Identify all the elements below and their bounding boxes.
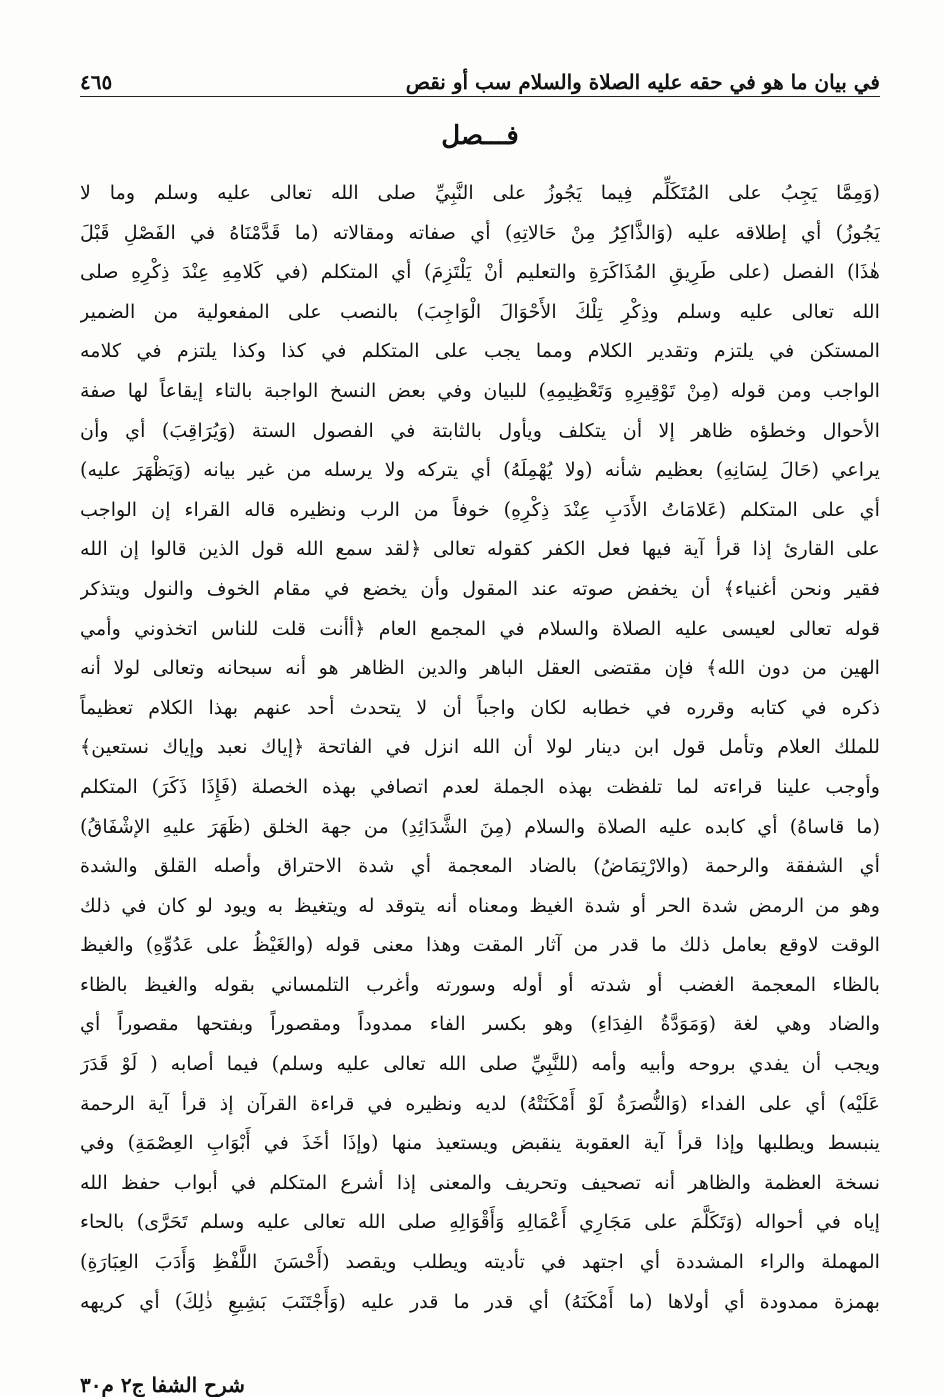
text-line: نسخة العظمة والظاهر أنه تصحيف وتحريف والمعنى إذا أشرع المتكلم في أبواب حفظ الله [80,1170,880,1194]
text-line: وأوجب علينا قراءته لما تلفظت بهذه الجملة لعدم اتصافي بهذه الخصلة (فَإِذَا ذَكَرَ) المتكلم [80,774,880,798]
text-line: هٰذَا) الفصل (على طَرِيقِ المُذَاكَرَةِ والتعليم أنْ يَلْتَزِمَ) أي المتكلم (في كَلامِهِ عِنْدَ ذِكْرِهِ صلى [80,260,880,284]
running-header [80,50,880,97]
signature-mark: شرح الشفا ج٢ م٣٠ [80,1373,245,1397]
text-line: وهو من الرمض شدة الحر أو شدة الغيظ ومعناه أنه يتوقد له ويتغيظ به ويود لو كان في ذلك [80,893,880,917]
text-line: بالظاء المعجمة الغضب أو شدته أو أوله وسورته وأغرب التلمساني بقوله والغيظ بالظاء [80,972,880,996]
text-line: ينبسط ويطلبها وإذا قرأ آية العقوبة ينقبض ويستعيذ منها (وإذَا أخَذَ في أَبْوَابِ العِصْمَةِ) وفي [80,1131,880,1155]
text-line: يَجُوزُ) أي إطلاقه عليه (وَالذَّاكِرُ مِنْ حَالاتِهِ) أي صفاته ومقالاته (ما قَدَّمْنَاهُ في الفَصْلِ قَبْلَ [80,220,880,244]
text-line: ويجب أن يفدي بروحه وأبيه وأمه (للنَّبِيِّ صلى الله تعالى عليه وسلم) فيما أصابه ( لَوْ قَدَرَ [80,1052,880,1076]
text-line: الأحوال وخطؤه ظاهر إلا أن يتكلف ويأول بالثابتة في الفصول الستة (وَيُرَاقِبَ) أي وأن [80,418,880,442]
running-title: في بيان ما هو في حقه عليه الصلاة والسلام سب أو نقص [405,70,880,94]
text-line: ذكره في كتابه وقرره في خطابه لكان واجباً أن لا يتحدث أحد عنهم بهذا الكلام تعظيماً [80,695,880,719]
text-line: إياه في أحواله (وَتَكَلَّمَ على مَجَارِي أَعْمَالِهِ وَأَقْوَالِهِ صلى الله تعالى عليه وسلم تَحَرَّى) بالحاء [80,1210,880,1234]
text-line: الوقت لاوقع بعامل ذلك ما قدر من آثار المقت وهذا معنى قوله (والغَيْظُ على عَدُوِّهِ) والغيظ [80,933,880,957]
book-page [80,50,880,1397]
page-number: ٤٦٥ [80,70,113,94]
text-line: للملك العلام وتأمل قول ابن دينار لولا أن الله انزل في الفاتحة ﴿إياك نعبد وإياك نستعين﴾ [80,735,880,759]
text-line: الواجب ومن قوله (مِنْ تَوْقِيرِهِ وَتَعْظِيمِهِ) للبيان وفي بعض النسخ الواجبة بالتاء إيقاعاً لها صفة [80,378,880,402]
text-line: على القارئ إذا قرأ آية فيها فعل الكفر كقوله تعالى ﴿لقد سمع الله قول الذين قالوا إن الله [80,537,880,561]
text-line: المستكن في يلتزم وتقدير الكلام ومما يجب على المتكلم في كذا وكذا يلتزم في كلامه [80,339,880,363]
text-line: المهملة والراء المشددة أي اجتهد في تأديته ويطلب ويقصد (أَحْسَنَ اللَّفْظِ وَأَدَبَ العِبَارَةِ) [80,1250,880,1274]
text-line: قوله تعالى لعيسى عليه الصلاة والسلام في المجمع العام ﴿أأنت قلت للناس اتخذوني وأمي [80,616,880,640]
text-line: (ما قاساهُ) أي كابده عليه الصلاة والسلام (مِنَ الشَّدَائِدِ) من جهة الخلق (ظَهَرَ عليهِ الإشْفَاقُ) [80,814,880,838]
text-line: يراعي (حَالَ لِسَانِهِ) بعظيم شأنه (ولا يُهْمِلَهُ) أي يتركه ولا يرسله من غير بيانه (وَيَظْهَرَ عليه) [80,458,880,482]
section-heading: فـــصل [441,121,519,151]
text-line: فقير ونحن أغنياء﴾ أن يخفض صوته عند المقول وأن يخضع في مقام الخوف والنول ويتذكر [80,576,880,600]
text-line: أي الشفقة والرحمة (والارْتِمَاضُ) بالضاد المعجمة أي شدة الاحتراق وأصله القلق والشدة [80,854,880,878]
body-text [80,173,880,1321]
text-line: (وَمِمَّا يَجِبُ على المُتَكَلِّم فِيما يَجُوزُ على النَّبِيِّ صلى الله تعالى عليه وسلم وما لا [80,181,880,204]
text-line: بهمزة ممدودة أي أولاها (ما أَمْكَنَهُ) أي قدر ما قدر عليه (وَأَجْتَنَبَ بَشِيعِ ذٰلِكَ) أي كريهه [80,1289,880,1313]
text-line: عَلَيْه) أي على الفداء (وَالنُّصرَةُ لَوْ أَمْكَنَتْهُ) لديه ونظيره في قراءة القرآن إذ قرأ آية الرحمة [80,1091,880,1115]
text-line: أي على المتكلم (عَلامَاتُ الأَدَبِ عِنْدَ ذِكْرِهِ) خوفاً من الرب ونظيره قاله القراء إن الواجب [80,497,880,521]
text-line: الله تعالى عليه وسلم وذِكْرِ تِلْكَ الأَحْوَالَ الْوَاجِبَ) بالنصب على المفعولية من الضمير [80,299,880,323]
text-line: والضاد وهي لغة (وَمَوَدَّةُ الفِدَاءِ) وهو بكسر الفاء ممدوداً ومقصوراً وبفتحها مقصوراً أي [80,1012,880,1036]
text-line: الهين من دون الله﴾ فإن مقتضى العقل الباهر والدين الظاهر هو أنه سبحانه وتعالى لولا أنه [80,656,880,680]
